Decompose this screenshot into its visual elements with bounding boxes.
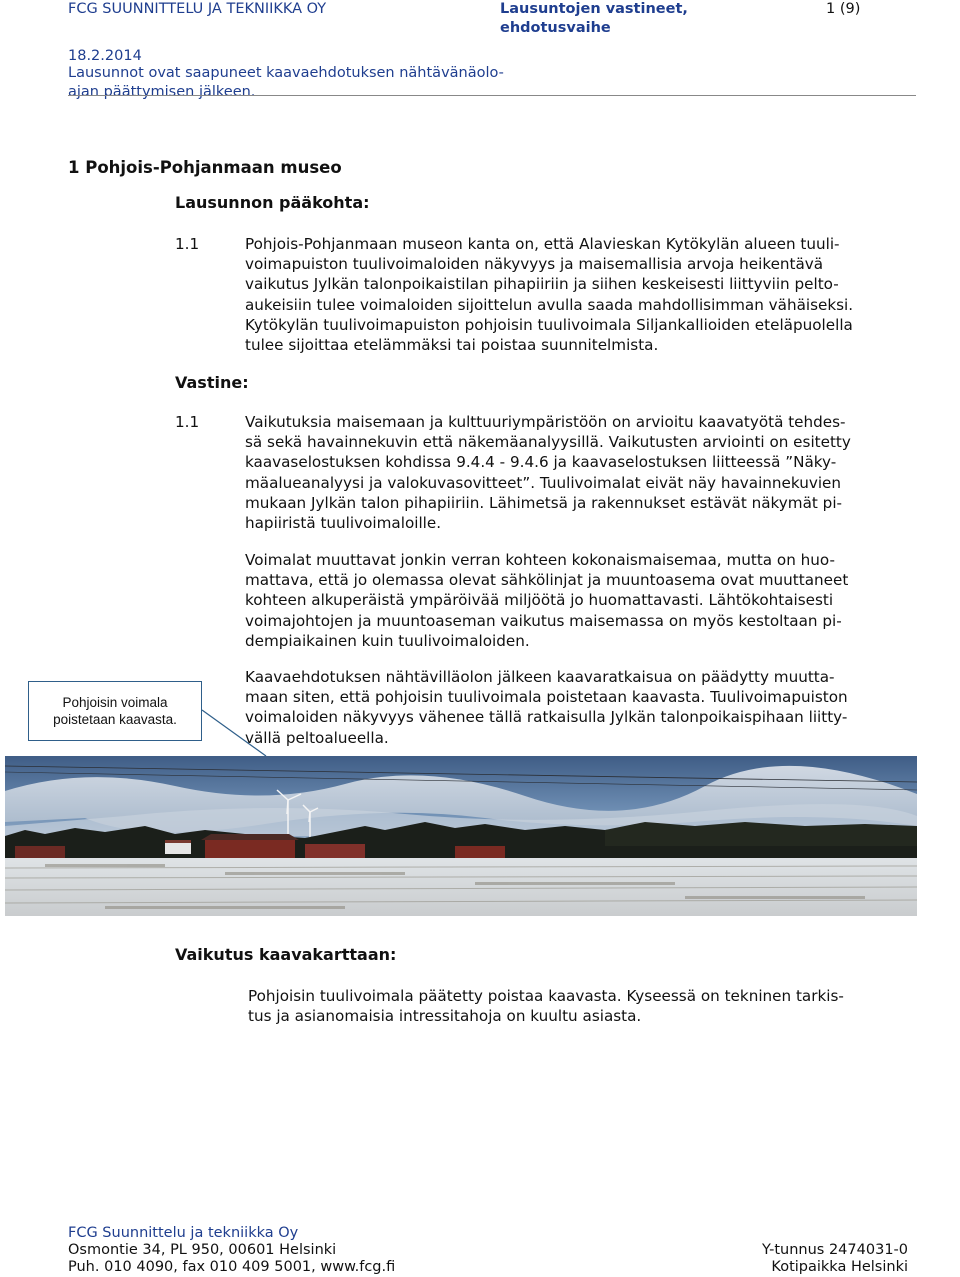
header-note (68, 64, 504, 102)
response-paragraph-2 (245, 550, 913, 651)
impact-paragraph (248, 986, 913, 1026)
footer-company: FCG Suunnittelu ja tekniikka Oy (68, 1225, 299, 1241)
statement-line: aukeisiin tulee voimaloiden sijoittelun avulla saada mahdollisimman vähäiseksi. (245, 295, 854, 314)
company-name: FCG SUUNNITTELU JA TEKNIIKKA OY (68, 1, 327, 17)
impact-line: Pohjoisin tuulivoimala päätetty poistaa kaavasta. Kyseessä on tekninen tarkis- (248, 987, 844, 1005)
landscape-photo (5, 756, 917, 916)
header-divider (68, 95, 916, 96)
response-line: mukaan Jylkän talon pihapiiriin. Lähimetsä ja rakennukset estävät näkymät pi- (245, 493, 843, 512)
response-label: Vastine: (175, 373, 249, 392)
impact-line: tus ja asianomaisia intressitahoja on kuultu asiasta. (248, 1007, 642, 1026)
statement-line: voimapuiston tuulivoimaloiden näkyvyys ja maisemallisia arvoja heikentävä (245, 255, 824, 274)
landscape-photo-image (5, 756, 917, 916)
section-heading: 1 Pohjois-Pohjanmaan museo (68, 158, 342, 177)
response-line: Kaavaehdotuksen nähtävilläolon jälkeen kaavaratkaisua on päädytty muutta- (245, 668, 835, 686)
response-line: maan siten, että pohjoisin tuulivoimala poistetaan kaavasta. Tuulivoimapuiston (245, 688, 848, 707)
footer-business-id: Y-tunnus 2474031-0 (761, 1242, 908, 1258)
statement-paragraph (245, 234, 913, 355)
statement-line: Kytökylän tuulivoimapuiston pohjoisin tuulivoimala Siljankallioiden eteläpuolella (245, 315, 853, 334)
response-line: voimajohtojen ja muuntoaseman vaikutus maisemassa on myös kestoltaan pi- (245, 611, 842, 630)
response-line: hapiiristä tuulivoimaloille. (245, 514, 442, 533)
response-line: mäalueanalyysi ja valokuvasovitteet”. Tuulivoimalat eivät näy havainnekuvien (245, 473, 842, 492)
response-paragraph-1 (245, 412, 913, 533)
callout-line1: Pohjoisin voimala (62, 695, 168, 710)
response-line: kaavaselostuksen kohdissa 9.4.4 - 9.4.6 ja kaavaselostuksen liitteessä ”Näky- (245, 453, 837, 472)
response-line: sä sekä havainnekuvin että näkemäanalyysillä. Vaikutusten arviointi on esitetty (245, 433, 851, 452)
document-title-line1: Lausuntojen vastineet, (500, 1, 688, 17)
header-note-line1: Lausunnot ovat saapuneet kaavaehdotuksen nähtävänäolo- (68, 65, 504, 81)
statement-line: tulee sijoittaa etelämmäksi tai poistaa suunnitelmista. (245, 336, 659, 355)
header-note-line2: ajan päättymisen jälkeen. (68, 84, 256, 100)
response-line: Voimalat muuttavat jonkin verran kohteen kokonaismaisemaa, mutta on huo- (245, 551, 835, 569)
response-line: kohteen alkuperäistä ympäröivää miljöötä jo huomattavasti. Lähtökohtaisesti (245, 591, 834, 610)
footer-domicile: Kotipaikka Helsinki (771, 1259, 908, 1275)
callout-box (28, 681, 202, 741)
response-paragraph-3 (245, 667, 913, 748)
impact-label: Vaikutus kaavakarttaan: (175, 945, 397, 964)
response-line: vällä peltoalueella. (245, 728, 389, 747)
response-line: mattava, että jo olemassa olevat sähkölinjat ja muuntoasema ovat muuttaneet (245, 571, 849, 590)
statement-line: Pohjois-Pohjanmaan museon kanta on, että Alavieskan Kytökylän alueen tuuli- (245, 235, 840, 253)
document-title (500, 0, 688, 38)
document-date: 18.2.2014 (68, 48, 142, 64)
response-number: 1.1 (175, 413, 200, 431)
response-line: voimaloiden näkyvyys vähenee tällä ratkaisulla Jylkän talonpoikaispihaan liitty- (245, 708, 848, 727)
document-title-line2: ehdotusvaihe (500, 20, 611, 36)
footer-contact: Puh. 010 4090, fax 010 409 5001, www.fcg.fi (68, 1259, 396, 1275)
statement-line: vaikutus Jylkän talonpoikaistilan pihapiiriin ja siihen keskeisesti liittyviin pelto- (245, 275, 839, 294)
main-point-label: Lausunnon pääkohta: (175, 193, 370, 212)
response-line: dempiaikainen kuin tuulivoimaloiden. (245, 631, 530, 650)
item-number: 1.1 (175, 235, 200, 253)
page-number: 1 (9) (826, 1, 861, 17)
callout-line2: poistetaan kaavasta. (53, 712, 177, 727)
response-line: Vaikutuksia maisemaan ja kulttuuriympäristöön on arvioitu kaavatyötä tehdes- (245, 413, 846, 431)
callout-connector (200, 650, 270, 760)
footer-address: Osmontie 34, PL 950, 00601 Helsinki (68, 1242, 337, 1258)
